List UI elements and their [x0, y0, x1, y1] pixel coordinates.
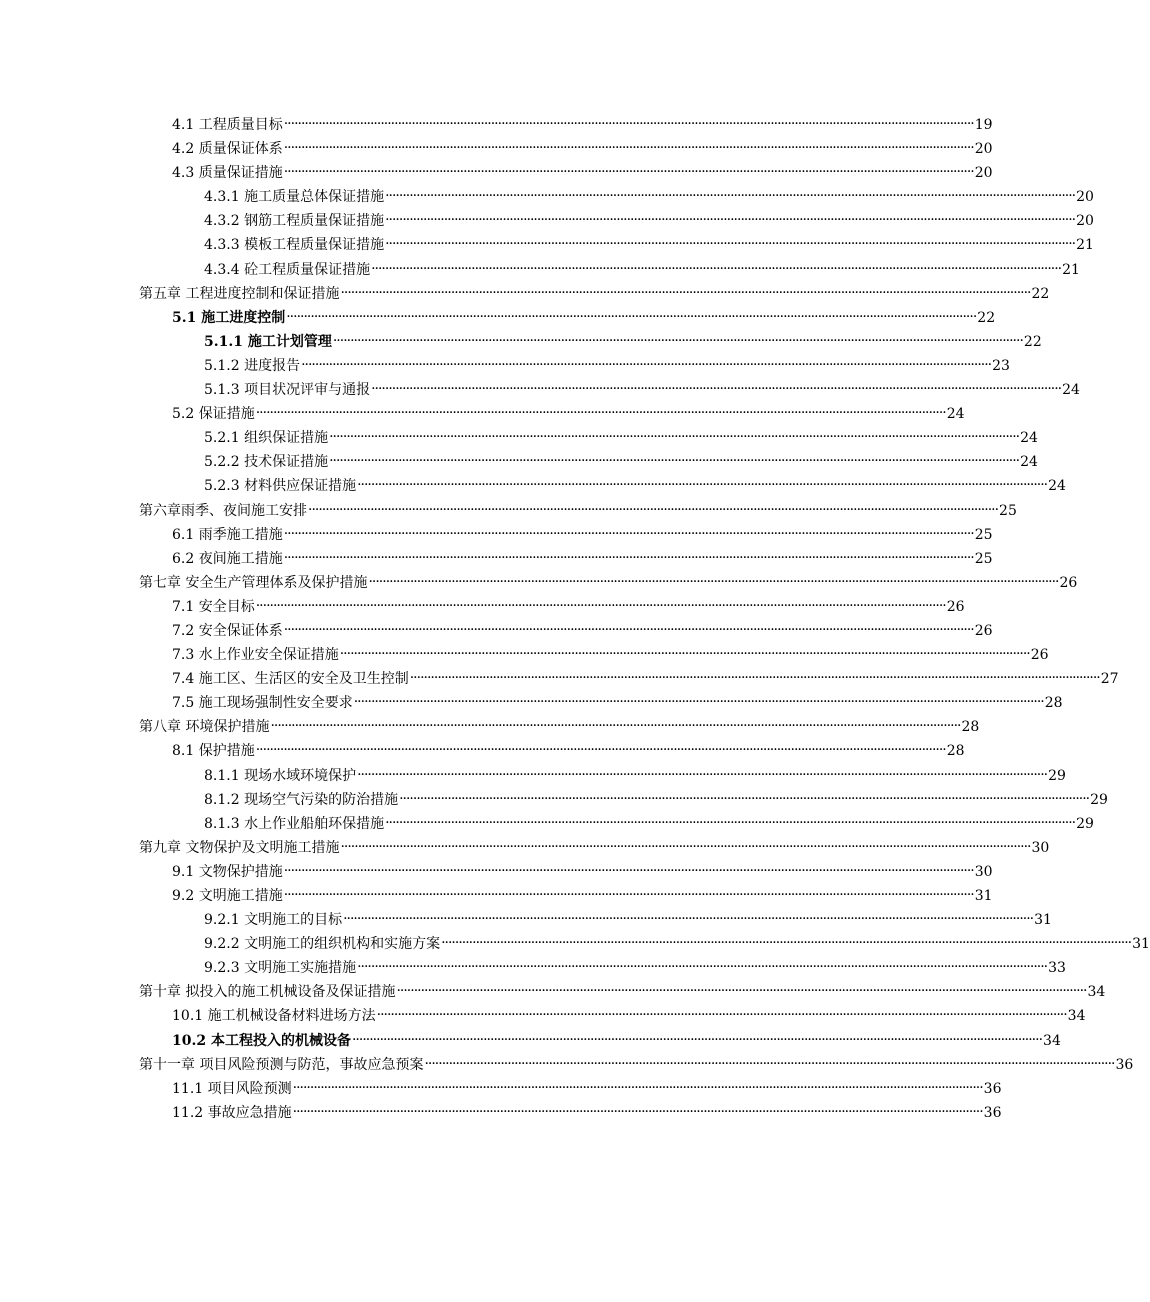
toc-dot-leader: ········································································································································································································: [371, 260, 1062, 277]
toc-dot-leader: ········································································································································································································: [396, 983, 1087, 1000]
toc-entry-label: 8.1.2 现场空气污染的防治措施: [204, 791, 399, 808]
toc-entry-page-number: 24: [1020, 430, 1038, 447]
toc-dot-leader: ········································································································································································································: [283, 621, 974, 638]
toc-entry-page-number: 36: [983, 1104, 1002, 1121]
toc-dot-leader: ········································································································································································································: [308, 501, 999, 518]
toc-entry-label: 9.2.2 文明施工的组织机构和实施方案: [204, 936, 441, 953]
toc-entry[interactable]: [0, 113, 993, 137]
toc-entry[interactable]: [0, 619, 993, 643]
toc-dot-leader: ········································································································································································································: [343, 911, 1034, 928]
toc-entry-label: 8.1.3 水上作业船舶环保措施: [204, 815, 385, 832]
toc-entry[interactable]: [0, 595, 965, 619]
toc-entry-label: 8.1 保护措施: [172, 743, 255, 760]
toc-entry-label: 5.1 施工进度控制: [172, 309, 286, 326]
toc-entry-label: 4.1 工程质量目标: [172, 117, 283, 133]
toc-entry[interactable]: [0, 932, 1150, 956]
toc-entry[interactable]: [0, 643, 1049, 667]
toc-dot-leader: ········································································································································································································: [255, 597, 946, 614]
toc-entry-label: 9.2.3 文明施工实施措施: [204, 960, 357, 977]
toc-entry-label: 5.2.2 技术保证措施: [204, 454, 329, 471]
toc-dot-leader: ········································································································································································································: [357, 766, 1048, 783]
toc-entry-label: 第九章 文物保护及文明施工措施: [139, 839, 340, 856]
toc-dot-leader: ········································································································································································································: [385, 236, 1076, 253]
table-of-contents: [0, 113, 1150, 1125]
toc-entry-page-number: 27: [1100, 671, 1119, 688]
toc-dot-leader: ········································································································································································································: [286, 308, 977, 325]
toc-entry[interactable]: [0, 884, 993, 908]
toc-entry-page-number: 36: [1115, 1056, 1134, 1073]
toc-entry[interactable]: [0, 426, 1038, 450]
toc-entry[interactable]: [0, 209, 1094, 233]
toc-entry-label: 5.2 保证措施: [172, 406, 255, 423]
toc-entry-page-number: 26: [1059, 574, 1078, 591]
toc-entry[interactable]: [0, 330, 1042, 354]
toc-entry-page-number: 21: [1076, 237, 1094, 254]
toc-entry-label: 4.2 质量保证体系: [172, 141, 283, 158]
toc-entry-page-number: 30: [974, 863, 993, 880]
toc-dot-leader: ········································································································································································································: [283, 140, 974, 157]
toc-dot-leader: ········································································································································································································: [283, 549, 974, 566]
toc-entry-label: 第七章 安全生产管理体系及保护措施: [139, 574, 368, 591]
toc-dot-leader: ········································································································································································································: [339, 646, 1030, 663]
toc-entry[interactable]: [0, 161, 993, 185]
toc-entry[interactable]: [0, 812, 1094, 836]
toc-dot-leader: ········································································································································································································: [340, 284, 1031, 301]
toc-entry[interactable]: [0, 571, 1078, 595]
toc-entry-page-number: 20: [1076, 189, 1094, 206]
toc-entry[interactable]: [0, 764, 1066, 788]
toc-entry[interactable]: [0, 499, 1017, 523]
toc-entry-page-number: 26: [974, 622, 993, 639]
toc-entry-page-number: 26: [946, 598, 965, 615]
toc-entry[interactable]: [0, 354, 1010, 378]
toc-entry-label: 7.4 施工区、生活区的安全及卫生控制: [172, 671, 409, 688]
toc-entry-page-number: 31: [1034, 912, 1052, 929]
toc-entry[interactable]: [0, 836, 1050, 860]
toc-entry-label: 5.1.2 进度报告: [204, 357, 301, 374]
toc-entry-label: 5.1.3 项目状况评审与通报: [204, 382, 371, 399]
toc-entry-label: 第六章雨季、夜间施工安排: [139, 502, 307, 519]
toc-dot-leader: ········································································································································································································: [385, 212, 1076, 229]
toc-entry-page-number: 24: [1062, 382, 1080, 399]
toc-entry-label: 11.1 项目风险预测: [172, 1080, 292, 1097]
toc-entry-page-number: 20: [974, 141, 993, 158]
toc-entry-page-number: 30: [1031, 839, 1050, 856]
toc-entry-page-number: 28: [946, 743, 965, 760]
toc-entry-label: 7.1 安全目标: [172, 598, 255, 615]
toc-entry[interactable]: [0, 402, 965, 426]
toc-entry[interactable]: [0, 547, 993, 571]
toc-entry[interactable]: [0, 233, 1094, 257]
toc-entry[interactable]: [0, 908, 1052, 932]
toc-entry-label: 9.1 文物保护措施: [172, 863, 283, 880]
toc-entry-label: 5.2.1 组织保证措施: [204, 430, 329, 447]
toc-entry-page-number: 25: [974, 526, 993, 543]
toc-entry-page-number: 21: [1062, 261, 1080, 278]
toc-entry[interactable]: [0, 1101, 1002, 1125]
toc-dot-leader: ········································································································································································································: [399, 790, 1090, 807]
toc-entry[interactable]: [0, 306, 996, 330]
toc-dot-leader: ········································································································································································································: [283, 862, 974, 879]
toc-dot-leader: ········································································································································································································: [441, 935, 1132, 952]
toc-dot-leader: ········································································································································································································: [283, 887, 974, 903]
toc-entry-label: 4.3.2 钢筋工程质量保证措施: [204, 213, 385, 230]
toc-entry-label: 11.2 事故应急措施: [172, 1104, 292, 1121]
toc-entry-label: 7.5 施工现场强制性安全要求: [172, 695, 353, 712]
toc-entry[interactable]: [0, 956, 1066, 980]
toc-dot-leader: ········································································································································································································: [332, 332, 1023, 349]
toc-entry-label: 9.2.1 文明施工的目标: [204, 912, 343, 929]
toc-entry-label: 8.1.1 现场水域环境保护: [204, 767, 357, 784]
toc-entry-label: 6.1 雨季施工措施: [172, 526, 283, 543]
toc-entry-label: 4.3.1 施工质量总体保证措施: [204, 189, 385, 206]
toc-dot-leader: ········································································································································································································: [283, 164, 974, 181]
toc-entry-page-number: 34: [1067, 1008, 1086, 1025]
toc-entry[interactable]: [0, 185, 1094, 209]
toc-entry-page-number: 20: [974, 165, 993, 182]
toc-entry-page-number: 26: [1030, 647, 1049, 664]
toc-entry-label: 第八章 环境保护措施: [139, 719, 270, 736]
toc-entry-label: 4.3.3 模板工程质量保证措施: [204, 237, 385, 254]
toc-entry-page-number: 22: [1031, 285, 1050, 302]
toc-dot-leader: ········································································································································································································: [376, 1007, 1067, 1024]
toc-entry-page-number: 29: [1048, 767, 1066, 784]
toc-entry[interactable]: [0, 137, 993, 161]
toc-entry[interactable]: [0, 378, 1080, 402]
toc-dot-leader: ········································································································································································································: [385, 188, 1076, 205]
toc-entry[interactable]: [0, 715, 980, 739]
toc-entry-label: 第十章 拟投入的施工机械设备及保证措施: [139, 984, 396, 1001]
toc-entry[interactable]: [0, 1004, 1086, 1028]
toc-dot-leader: ········································································································································································································: [270, 718, 961, 735]
toc-entry-label: 5.1.1 施工计划管理: [204, 333, 332, 350]
toc-entry[interactable]: [0, 860, 993, 884]
toc-dot-leader: ········································································································································································································: [385, 814, 1076, 831]
toc-entry-page-number: 24: [1048, 478, 1066, 495]
toc-entry-label: 4.3 质量保证措施: [172, 165, 283, 182]
toc-dot-leader: ········································································································································································································: [329, 429, 1020, 446]
toc-dot-leader: ········································································································································································································: [357, 477, 1048, 494]
toc-dot-leader: ········································································································································································································: [424, 1055, 1115, 1072]
toc-entry-label: 6.2 夜间施工措施: [172, 550, 283, 567]
toc-dot-leader: ········································································································································································································: [283, 116, 974, 132]
toc-dot-leader: ········································································································································································································: [409, 670, 1100, 687]
toc-entry-page-number: 36: [983, 1080, 1002, 1097]
toc-entry-page-number: 22: [977, 309, 996, 326]
toc-entry-page-number: 28: [961, 719, 980, 736]
toc-entry[interactable]: [0, 788, 1108, 812]
toc-entry[interactable]: [0, 1029, 1061, 1053]
toc-entry-page-number: 28: [1044, 695, 1063, 712]
toc-entry[interactable]: [0, 282, 1050, 306]
toc-entry-label: 9.2 文明施工措施: [172, 888, 283, 904]
toc-dot-leader: ········································································································································································································: [283, 525, 974, 542]
toc-entry-label: 10.1 施工机械设备材料进场方法: [172, 1008, 376, 1025]
toc-entry-page-number: 19: [974, 117, 993, 133]
toc-entry-label: 第十一章 项目风险预测与防范，事故应急预案: [139, 1056, 424, 1073]
toc-dot-leader: ········································································································································································································: [353, 694, 1044, 711]
toc-entry[interactable]: [0, 980, 1106, 1004]
toc-entry-page-number: 31: [1132, 936, 1150, 953]
toc-entry[interactable]: [0, 523, 993, 547]
toc-entry-page-number: 33: [1048, 960, 1066, 977]
toc-entry[interactable]: [0, 739, 965, 763]
toc-dot-leader: ········································································································································································································: [255, 405, 946, 422]
toc-entry[interactable]: [0, 667, 1119, 691]
toc-entry-page-number: 29: [1090, 791, 1108, 808]
toc-entry-page-number: 34: [1087, 984, 1106, 1001]
toc-dot-leader: ········································································································································································································: [292, 1103, 983, 1120]
toc-entry[interactable]: [0, 691, 1063, 715]
toc-entry-label: 10.2 本工程投入的机械设备: [172, 1032, 351, 1049]
toc-entry-page-number: 31: [974, 888, 993, 904]
toc-entry-page-number: 23: [992, 357, 1010, 374]
toc-entry-page-number: 24: [946, 406, 965, 423]
toc-dot-leader: ········································································································································································································: [357, 959, 1048, 976]
toc-entry[interactable]: [0, 1053, 1134, 1077]
toc-entry-page-number: 25: [974, 550, 993, 567]
toc-entry[interactable]: [0, 258, 1080, 282]
toc-entry-page-number: 25: [999, 502, 1017, 519]
toc-entry-page-number: 34: [1043, 1032, 1061, 1049]
toc-dot-leader: ········································································································································································································: [292, 1079, 983, 1096]
toc-entry-label: 7.2 安全保证体系: [172, 622, 283, 639]
toc-entry[interactable]: [0, 450, 1038, 474]
toc-dot-leader: ········································································································································································································: [255, 742, 946, 759]
toc-entry-page-number: 24: [1020, 454, 1038, 471]
toc-entry-label: 7.3 水上作业安全保证措施: [172, 647, 339, 664]
toc-entry[interactable]: [0, 1077, 1002, 1101]
toc-dot-leader: ········································································································································································································: [368, 573, 1059, 590]
toc-entry-page-number: 22: [1023, 333, 1042, 350]
toc-dot-leader: ········································································································································································································: [329, 453, 1020, 470]
toc-entry[interactable]: [0, 474, 1066, 498]
toc-dot-leader: ········································································································································································································: [351, 1031, 1043, 1048]
toc-entry-label: 5.2.3 材料供应保证措施: [204, 478, 357, 495]
toc-entry-label: 4.3.4 砼工程质量保证措施: [204, 261, 371, 278]
toc-dot-leader: ········································································································································································································: [301, 356, 992, 373]
toc-entry-page-number: 20: [1076, 213, 1094, 230]
toc-entry-page-number: 29: [1076, 815, 1094, 832]
toc-dot-leader: ········································································································································································································: [340, 838, 1031, 855]
toc-entry-label: 第五章 工程进度控制和保证措施: [139, 285, 340, 302]
toc-dot-leader: ········································································································································································································: [371, 381, 1062, 398]
